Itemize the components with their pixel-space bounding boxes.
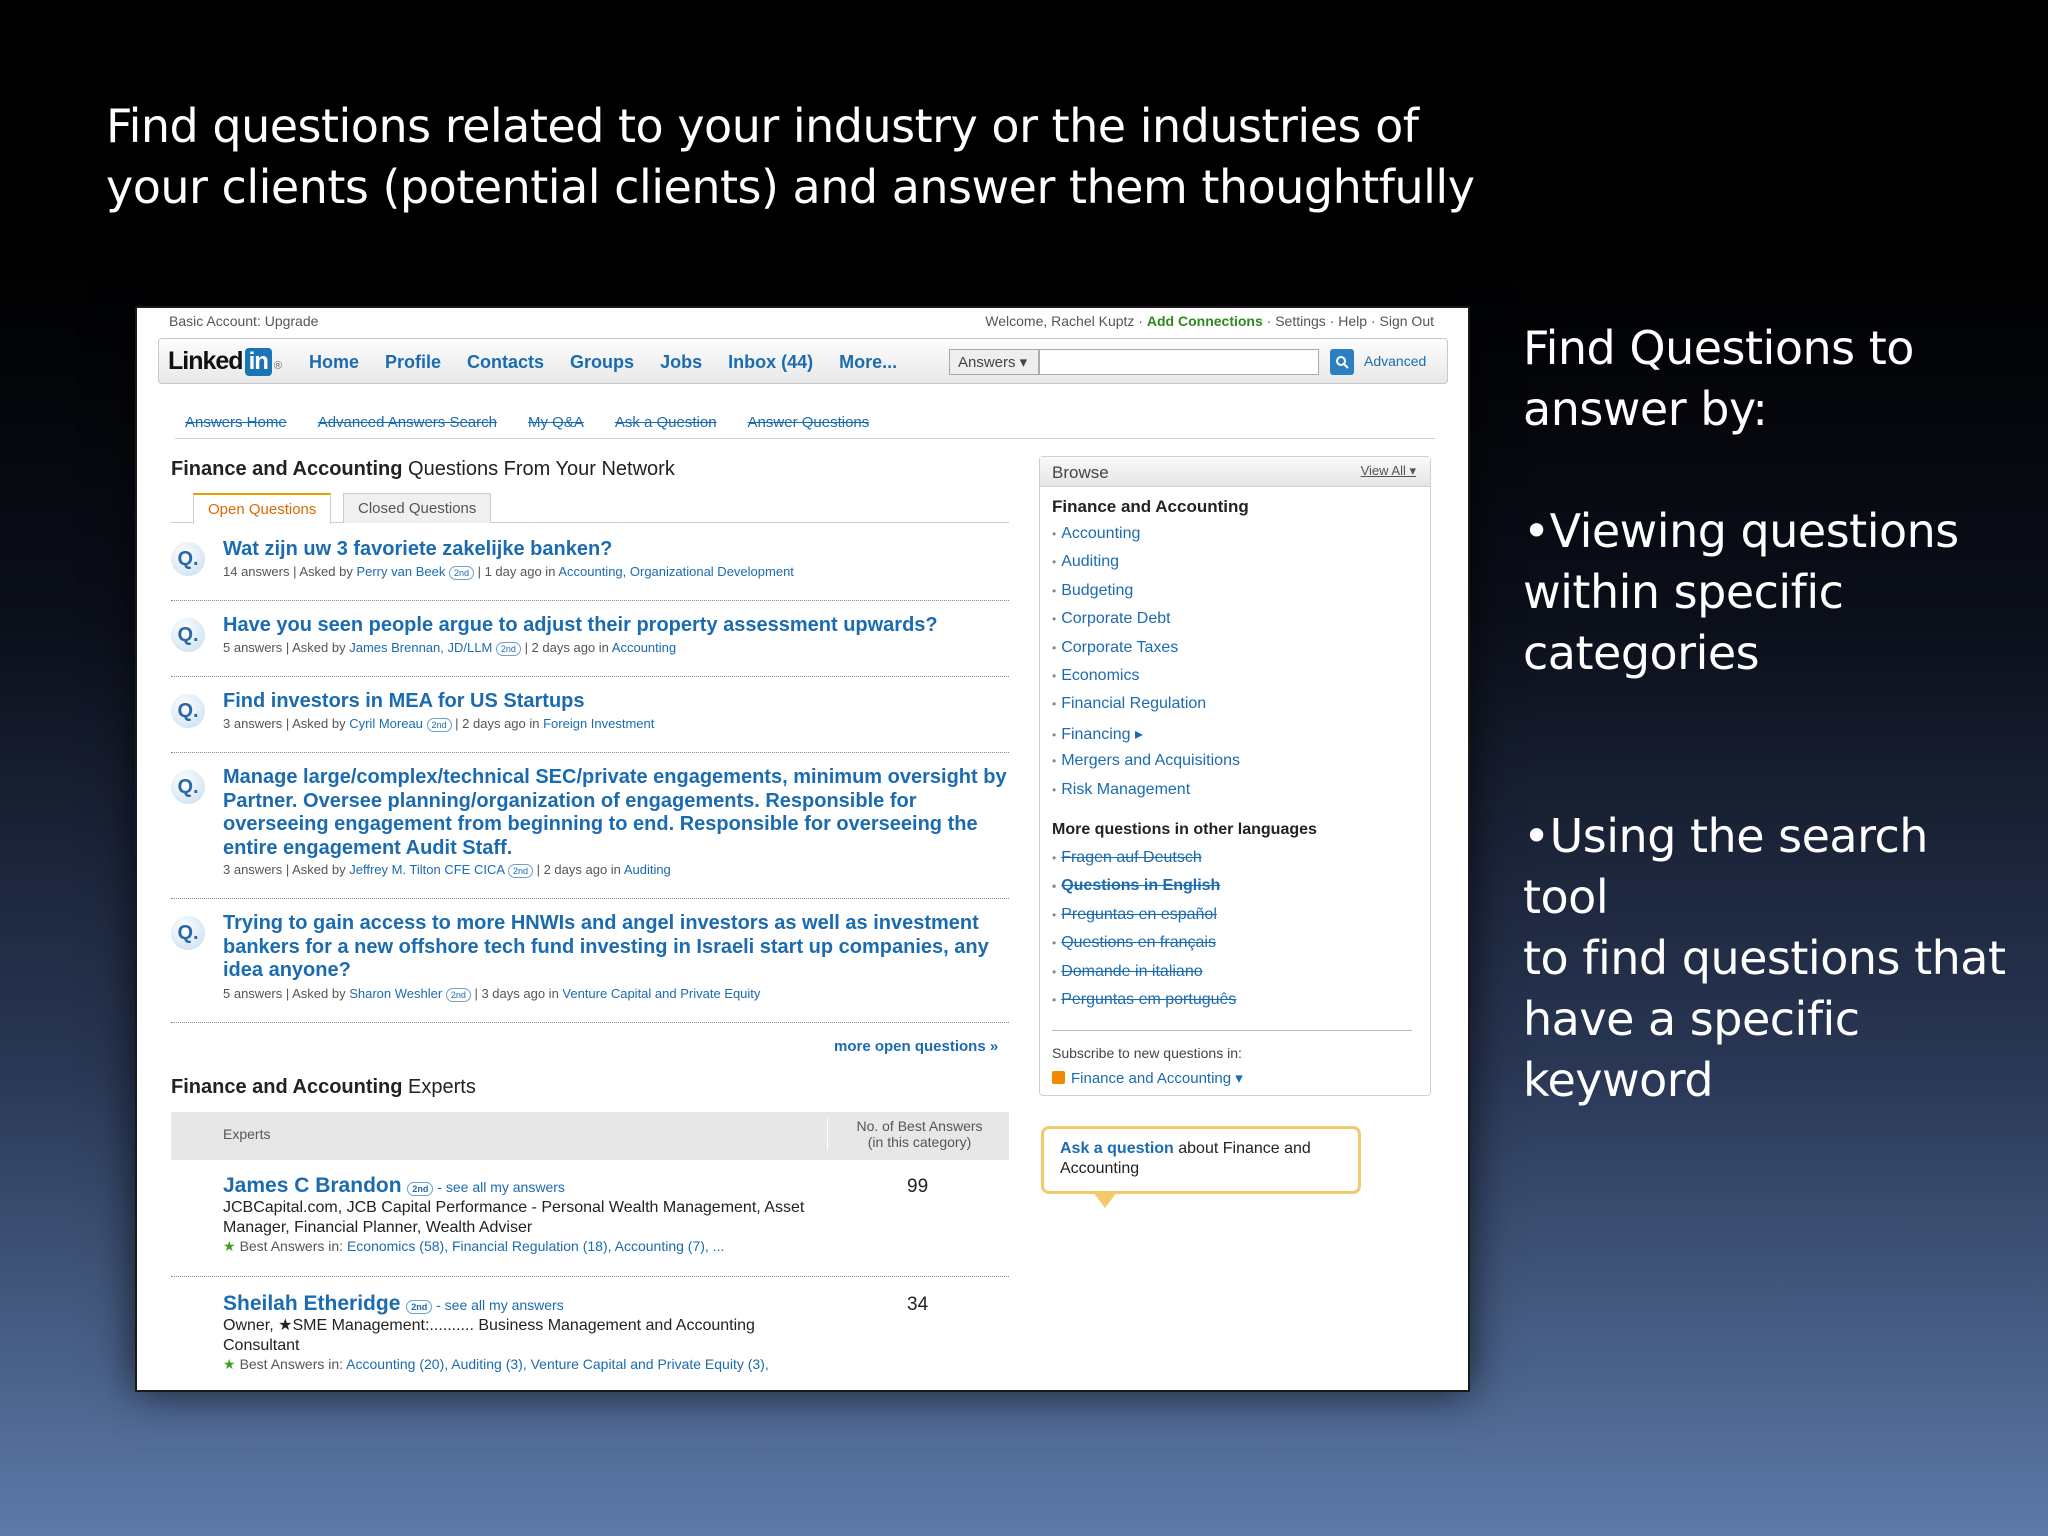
asked-when: | 1 day ago in bbox=[473, 564, 559, 579]
nav-home[interactable]: Home bbox=[309, 352, 360, 372]
browse-category-list bbox=[1052, 525, 1240, 809]
bullet-icon: • bbox=[1052, 992, 1057, 1007]
subnav-answer-questions[interactable]: Answer Questions bbox=[747, 414, 870, 431]
browse-panel bbox=[1039, 456, 1431, 1096]
bullet1-line: •Viewing questions bbox=[1523, 504, 1959, 558]
subscribe-label: Subscribe to new questions in: bbox=[1052, 1045, 1242, 1061]
question-title[interactable]: Find investors in MEA for US Startups bbox=[223, 690, 585, 712]
answers-subnav bbox=[185, 414, 869, 431]
experts-title-rest: Experts bbox=[402, 1076, 476, 1098]
degree-badge: 2nd bbox=[496, 642, 521, 656]
ask-question-link[interactable]: Ask a question bbox=[1060, 1140, 1174, 1157]
list-item[interactable] bbox=[1052, 582, 1240, 610]
nav-more[interactable]: More... bbox=[839, 352, 898, 372]
search-button[interactable] bbox=[1330, 349, 1354, 375]
expert-name bbox=[223, 1292, 564, 1316]
sign-out-link[interactable]: Sign Out bbox=[1379, 313, 1434, 329]
divider bbox=[171, 676, 1009, 677]
divider bbox=[171, 898, 1009, 899]
asker-link[interactable]: Jeffrey M. Tilton CFE CICA bbox=[349, 862, 505, 877]
see-all-answers-link[interactable]: - see all my answers bbox=[432, 1297, 564, 1313]
list-item[interactable] bbox=[1052, 667, 1240, 695]
question-meta bbox=[223, 986, 760, 1002]
list-item[interactable] bbox=[1052, 906, 1236, 934]
list-item-label: Economics bbox=[1061, 666, 1140, 684]
bullet1-line: within specific bbox=[1523, 565, 1844, 619]
list-item-label: Questions in English bbox=[1061, 877, 1221, 895]
side-heading-line2: answer by: bbox=[1523, 382, 1768, 436]
see-all-answers-link[interactable]: - see all my answers bbox=[433, 1179, 565, 1195]
best-answers-column-header bbox=[827, 1118, 1007, 1150]
bullet2-line: to find questions that bbox=[1523, 931, 2006, 985]
view-all-link[interactable]: View All ▾ bbox=[1360, 463, 1416, 478]
list-item-label: Questions en français bbox=[1061, 934, 1216, 952]
list-item[interactable] bbox=[1052, 934, 1236, 962]
experts-column-header: Experts bbox=[223, 1126, 271, 1142]
questions-section-title bbox=[171, 458, 675, 481]
language-list bbox=[1052, 849, 1236, 1019]
rss-icon bbox=[1052, 1071, 1065, 1084]
question-meta bbox=[223, 640, 676, 656]
asked-when: | 2 days ago in bbox=[532, 862, 624, 877]
degree-badge: 2nd bbox=[508, 864, 533, 878]
answer-count: 5 answers | Asked by bbox=[223, 986, 350, 1001]
list-item-label: Domande in italiano bbox=[1061, 962, 1203, 980]
experts-table-header bbox=[171, 1112, 1009, 1160]
answer-count: 3 answers | Asked by bbox=[223, 716, 350, 731]
list-item-label: Corporate Taxes bbox=[1061, 638, 1179, 656]
list-item[interactable] bbox=[1052, 781, 1240, 809]
asker-link[interactable]: Perry van Beek bbox=[356, 564, 446, 579]
browse-title: Browse bbox=[1052, 463, 1109, 482]
category-links[interactable]: Accounting bbox=[611, 640, 677, 655]
advanced-search-link[interactable]: Advanced bbox=[1364, 353, 1427, 369]
list-item-label: Fragen auf Deutsch bbox=[1061, 849, 1202, 866]
list-item-label: Risk Management bbox=[1061, 780, 1191, 798]
rss-label: Finance and Accounting ▾ bbox=[1071, 1070, 1243, 1087]
asker-link[interactable]: Cyril Moreau bbox=[349, 716, 423, 731]
list-item-label: Preguntas en español bbox=[1061, 905, 1217, 923]
col2-line1: No. of Best Answers bbox=[856, 1118, 983, 1134]
list-item-label: Accounting bbox=[1061, 525, 1141, 542]
list-item-label: Perguntas em português bbox=[1061, 990, 1237, 1008]
list-item[interactable] bbox=[1052, 639, 1240, 667]
question-icon: Q. bbox=[171, 618, 205, 652]
logo-in-box: in bbox=[245, 348, 272, 376]
question-item bbox=[171, 766, 1009, 880]
list-item[interactable] bbox=[1052, 724, 1240, 752]
bullet-search bbox=[1523, 806, 2023, 1111]
experts-section-title bbox=[171, 1076, 476, 1099]
bullet-icon: • bbox=[1052, 668, 1057, 683]
nav-links bbox=[309, 352, 897, 373]
ask-question-text: about Finance and Accounting bbox=[1060, 1140, 1311, 1177]
registered-icon: ® bbox=[273, 360, 282, 372]
add-connections-link[interactable]: Add Connections bbox=[1146, 313, 1263, 329]
account-upgrade-link[interactable]: Basic Account: Upgrade bbox=[169, 313, 319, 329]
logo-text: Linked bbox=[168, 347, 243, 375]
side-panel bbox=[1523, 318, 2023, 1172]
divider bbox=[175, 438, 1435, 439]
main-navbar bbox=[158, 338, 1448, 384]
category-links[interactable]: Foreign Investment bbox=[543, 716, 655, 731]
bullet2-line: keyword bbox=[1523, 1053, 1714, 1107]
bullet-icon: • bbox=[1052, 964, 1057, 979]
list-item[interactable] bbox=[1052, 849, 1236, 877]
expert-description: JCBCapital.com, JCB Capital Performance - Personal Wealth Management, Asset Manager, Financial Planner, Wealth Adviser bbox=[223, 1199, 805, 1236]
slide-title-line2: your clients (potential clients) and answer them thoughtfully bbox=[106, 160, 1475, 214]
bullet-categories bbox=[1523, 501, 2023, 684]
best-answer-count: 34 bbox=[907, 1294, 929, 1315]
question-meta bbox=[223, 716, 654, 732]
list-item[interactable] bbox=[1052, 525, 1240, 553]
list-item-label: Auditing bbox=[1061, 553, 1120, 571]
list-item[interactable] bbox=[1052, 877, 1236, 905]
section-title-rest: Questions From Your Network bbox=[402, 458, 675, 480]
question-title[interactable]: Have you seen people argue to adjust their property assessment upwards? bbox=[223, 614, 938, 636]
nav-jobs[interactable]: Jobs bbox=[660, 352, 703, 372]
bullet-icon: • bbox=[1052, 727, 1057, 742]
asker-link[interactable]: James Brennan, JD/LLM bbox=[349, 640, 493, 655]
question-title[interactable]: Wat zijn uw 3 favoriete zakelijke banken? bbox=[223, 538, 613, 560]
divider bbox=[171, 1022, 1009, 1023]
expert-name bbox=[223, 1174, 565, 1198]
bullet-icon: • bbox=[1052, 851, 1057, 865]
best-answer-count: 99 bbox=[907, 1176, 929, 1197]
divider bbox=[1052, 1030, 1412, 1031]
expert-best-answers bbox=[223, 1356, 769, 1373]
search-icon bbox=[1335, 355, 1349, 369]
bullet-icon: • bbox=[1052, 907, 1057, 922]
question-title[interactable]: Manage large/complex/technical SEC/private engagements, minimum oversight by Partner. Oversee planning/organization of engagements. Responsible for overseeing engagement from beginning to end. Responsible for overseeing the entire engagement Audit Staff. bbox=[223, 766, 1007, 859]
search-input[interactable] bbox=[1039, 349, 1319, 375]
question-icon: Q. bbox=[171, 542, 205, 576]
expert-row bbox=[171, 1292, 1009, 1372]
expert-description: Owner, ★SME Management:.......... Business Management and Accounting Consultant bbox=[223, 1317, 755, 1354]
answer-count: 3 answers | Asked by bbox=[223, 862, 350, 877]
expert-name-link[interactable]: James C Brandon bbox=[223, 1174, 402, 1197]
bullet-icon: • bbox=[1052, 782, 1057, 797]
subnav-my-qa[interactable]: My Q&A bbox=[527, 414, 584, 431]
bullet-icon: • bbox=[1052, 754, 1057, 769]
asker-link[interactable]: Sharon Weshler bbox=[349, 986, 443, 1001]
answer-count: 14 answers | Asked by bbox=[223, 564, 357, 579]
question-meta bbox=[223, 862, 671, 878]
bullet-icon: • bbox=[1052, 612, 1057, 627]
bullet2-line: have a specific bbox=[1523, 992, 1860, 1046]
question-meta bbox=[223, 564, 794, 580]
slide-title-line1: Find questions related to your industry or the industries of bbox=[106, 99, 1419, 153]
question-item bbox=[171, 912, 1009, 1006]
bullet2-line: •Using the search tool bbox=[1523, 809, 1928, 924]
category-links[interactable]: Accounting, Organizational Development bbox=[558, 564, 794, 579]
asked-when: | 2 days ago in bbox=[451, 716, 544, 731]
question-item bbox=[171, 538, 1009, 582]
tab-closed-questions[interactable]: Closed Questions bbox=[343, 493, 491, 523]
browse-header bbox=[1040, 457, 1430, 487]
list-item-label: Financing ▸ bbox=[1061, 725, 1144, 743]
bullet1-line: categories bbox=[1523, 626, 1760, 680]
side-heading-line1: Find Questions to bbox=[1523, 321, 1914, 375]
star-icon: ★ bbox=[223, 1356, 236, 1372]
subnav-ask-question[interactable]: Ask a Question bbox=[614, 414, 717, 431]
subnav-answers-home[interactable]: Answers Home bbox=[185, 414, 287, 431]
expert-row bbox=[171, 1174, 1009, 1254]
best-prefix: Best Answers in: bbox=[239, 1238, 347, 1254]
degree-badge: 2nd bbox=[407, 1182, 433, 1196]
callout-tail bbox=[1093, 1192, 1117, 1208]
nav-groups[interactable]: Groups bbox=[570, 352, 635, 372]
list-item[interactable] bbox=[1052, 752, 1240, 780]
best-category-links[interactable]: Accounting (20), Auditing (3), Venture Capital and Private Equity (3), bbox=[346, 1356, 769, 1372]
question-icon: Q. bbox=[171, 770, 205, 804]
list-item-label: Mergers and Acquisitions bbox=[1061, 752, 1240, 770]
bullet-icon: • bbox=[1052, 640, 1057, 655]
nav-contacts[interactable]: Contacts bbox=[467, 352, 545, 372]
slide-title bbox=[106, 96, 1506, 218]
other-languages-title: More questions in other languages bbox=[1052, 821, 1317, 838]
list-item[interactable] bbox=[1052, 553, 1240, 581]
linkedin-logo[interactable] bbox=[168, 347, 281, 376]
bullet-icon: • bbox=[1052, 527, 1057, 541]
list-item-label: Budgeting bbox=[1061, 581, 1134, 599]
bullet-icon: • bbox=[1052, 583, 1057, 598]
bullet-icon: • bbox=[1052, 879, 1057, 894]
category-links[interactable]: Venture Capital and Private Equity bbox=[562, 986, 761, 1001]
linkedin-answers-screenshot bbox=[135, 306, 1470, 1392]
answer-count: 5 answers | Asked by bbox=[223, 640, 350, 655]
list-item[interactable] bbox=[1052, 695, 1240, 723]
category-links[interactable]: Auditing bbox=[623, 862, 671, 877]
list-item-label: Financial Regulation bbox=[1061, 695, 1207, 713]
ask-question-callout bbox=[1041, 1126, 1361, 1194]
settings-link[interactable]: Settings bbox=[1275, 313, 1326, 329]
degree-badge: 2nd bbox=[406, 1300, 432, 1314]
divider bbox=[171, 1276, 1009, 1277]
degree-badge: 2nd bbox=[449, 566, 474, 580]
section-title-bold: Finance and Accounting bbox=[171, 458, 403, 480]
question-item bbox=[171, 614, 1009, 658]
list-item-label: Corporate Debt bbox=[1061, 610, 1171, 628]
best-category-links[interactable]: Economics (58), Financial Regulation (18), Accounting (7), ... bbox=[346, 1238, 725, 1254]
degree-badge: 2nd bbox=[427, 718, 452, 732]
list-item[interactable] bbox=[1052, 991, 1236, 1019]
welcome-text: Welcome, Rachel Kuptz bbox=[985, 313, 1135, 329]
search-scope-select[interactable]: Answers ▾ bbox=[949, 349, 1039, 375]
bullet-icon: • bbox=[1052, 555, 1057, 570]
divider bbox=[171, 752, 1009, 753]
rss-subscribe-link[interactable] bbox=[1052, 1069, 1243, 1087]
tab-open-questions[interactable]: Open Questions bbox=[193, 493, 331, 524]
expert-name-link[interactable]: Sheilah Etheridge bbox=[223, 1292, 401, 1315]
browse-category-title: Finance and Accounting bbox=[1052, 497, 1249, 516]
list-item[interactable] bbox=[1052, 610, 1240, 638]
help-link[interactable]: Help bbox=[1338, 313, 1368, 329]
nav-profile[interactable]: Profile bbox=[385, 352, 442, 372]
divider bbox=[171, 600, 1009, 601]
question-tabs bbox=[171, 493, 1009, 523]
degree-badge: 2nd bbox=[446, 988, 471, 1002]
bullet-icon: • bbox=[1052, 936, 1057, 951]
subnav-advanced-search[interactable]: Advanced Answers Search bbox=[317, 414, 497, 431]
asked-when: | 2 days ago in bbox=[520, 640, 612, 655]
question-item bbox=[171, 690, 1009, 734]
list-item[interactable] bbox=[1052, 963, 1236, 991]
question-title[interactable]: Trying to gain access to more HNWIs and angel investors as well as investment bankers for a new offshore tech fund investing in Israeli start up companies, any idea anyone? bbox=[223, 912, 989, 981]
experts-title-bold: Finance and Accounting bbox=[171, 1076, 403, 1098]
question-icon: Q. bbox=[171, 694, 205, 728]
best-prefix: Best Answers in: bbox=[239, 1356, 347, 1372]
nav-inbox[interactable]: Inbox (44) bbox=[728, 352, 814, 372]
star-icon: ★ bbox=[223, 1238, 236, 1254]
expert-best-answers bbox=[223, 1238, 724, 1255]
question-icon: Q. bbox=[171, 916, 205, 950]
more-open-questions-link[interactable]: more open questions » bbox=[834, 1038, 999, 1055]
col2-line2: (in this category) bbox=[867, 1134, 972, 1150]
bullet-icon: • bbox=[1052, 697, 1057, 712]
top-utility-links: Welcome, Rachel Kuptz · Add Connections · Settings · Help · Sign Out bbox=[985, 313, 1434, 329]
asked-when: | 3 days ago in bbox=[470, 986, 563, 1001]
